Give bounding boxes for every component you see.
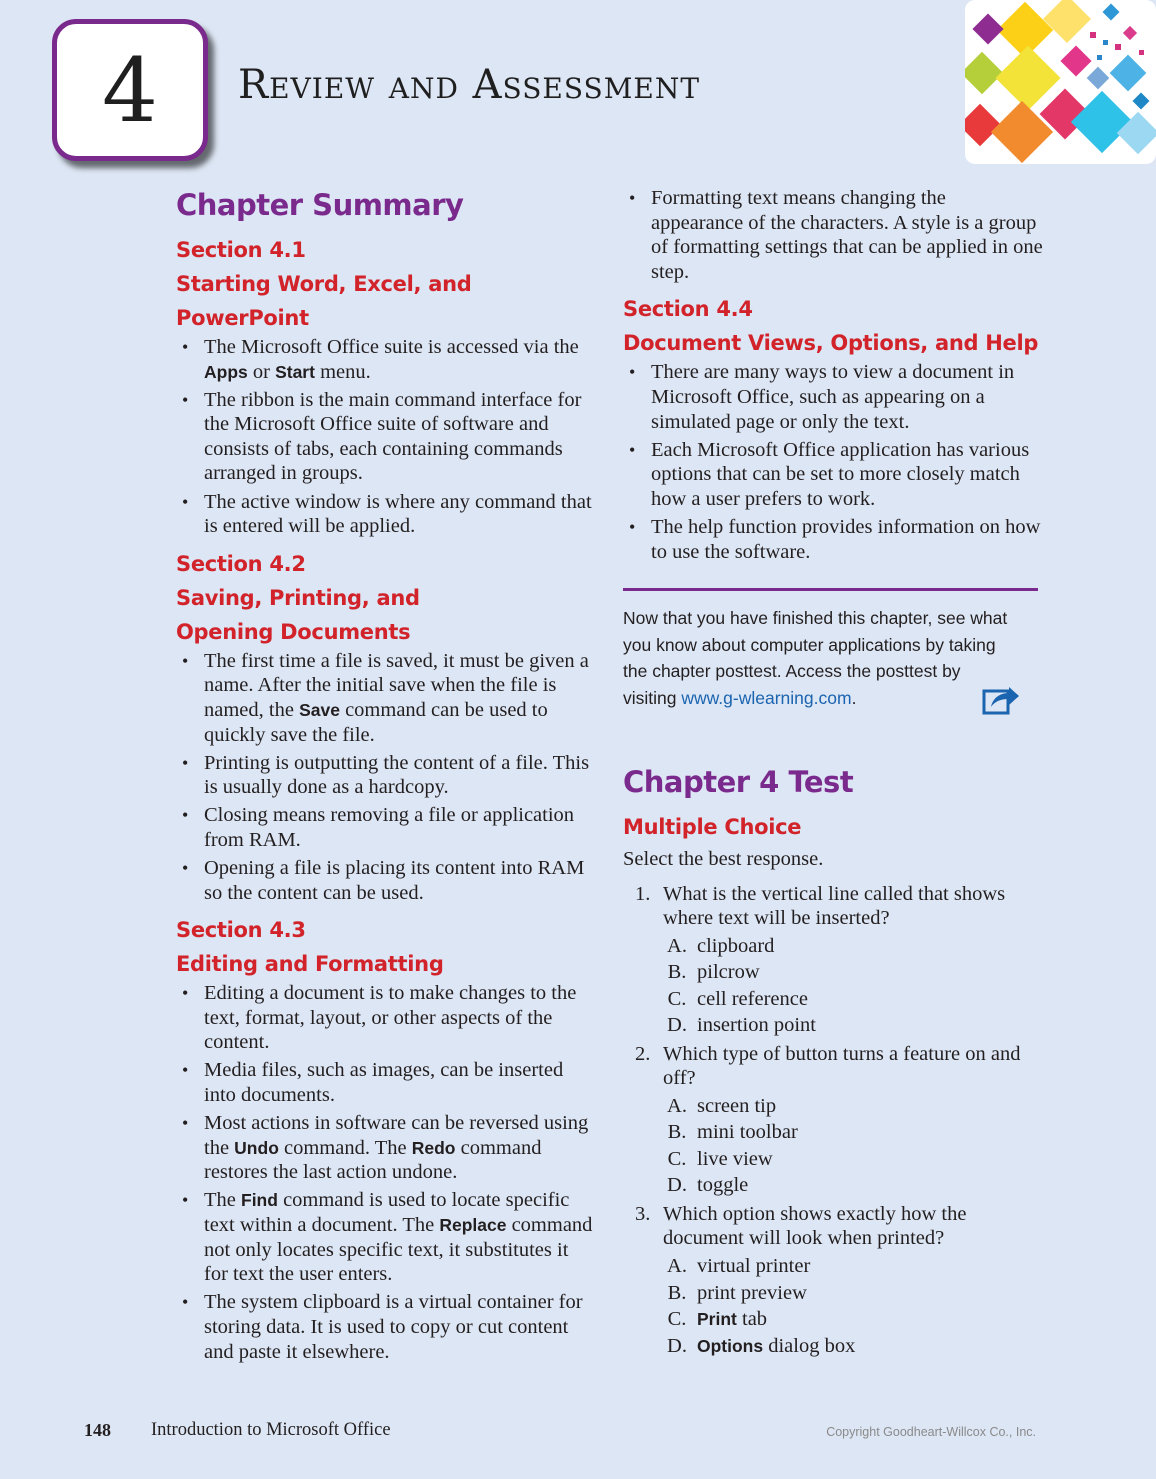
command-name: Apps — [204, 361, 248, 382]
question-text: What is the vertical line called that shows where text will be inserted? — [663, 882, 1006, 930]
text-run: There are many ways to view a document in Microsoft Office, such as appearing on a simulated page or only the text. — [651, 361, 1015, 433]
question-text: Which option shows exactly how the document will look when printed? — [663, 1202, 967, 1250]
question-item — [623, 882, 1043, 1039]
option-letter: B. — [667, 961, 687, 984]
question-item — [623, 1042, 1043, 1199]
question-text: Which type of button turns a feature on and off? — [663, 1042, 1021, 1090]
option-letter: A. — [667, 1094, 687, 1117]
list-item — [176, 856, 596, 905]
option-letter: A. — [667, 934, 687, 957]
answer-option[interactable] — [663, 933, 1043, 960]
chapter-number-box — [52, 19, 208, 161]
chapter-summary-heading: Chapter Summary — [176, 188, 464, 222]
text-run: screen tip — [697, 1094, 777, 1117]
list-item — [623, 438, 1043, 512]
answer-option[interactable] — [663, 1253, 1043, 1280]
bullet-dot-icon: • — [182, 805, 189, 826]
list-item — [623, 515, 1043, 564]
chapter-test-heading: Chapter 4 Test — [623, 764, 854, 799]
bullet-list — [623, 360, 1043, 564]
list-item — [176, 1058, 596, 1107]
text-run: tab — [736, 1308, 768, 1331]
bullet-dot-icon: • — [182, 983, 189, 1004]
text-run: The active window is where any command that is entered will be applied. — [204, 490, 592, 538]
option-letter: A. — [667, 1255, 687, 1278]
section-number: Section 4.1 — [176, 238, 306, 262]
posttest-link[interactable]: www.g-wlearning.com — [681, 687, 852, 708]
answer-option[interactable] — [663, 1172, 1043, 1199]
option-letter: C. — [667, 1147, 687, 1170]
text-run: command can be used to quickly save the file. — [204, 698, 548, 746]
text-run: Each Microsoft Office application has various options that can be set to more closely match how a user prefers to work. — [651, 438, 1030, 510]
text-run: insertion point — [697, 1014, 817, 1037]
list-item — [176, 1111, 596, 1185]
text-run: or — [247, 360, 276, 383]
share-arrow-icon[interactable] — [981, 683, 1021, 717]
page-title: Review and Assessment — [238, 62, 701, 108]
option-letter: B. — [667, 1121, 687, 1144]
bullet-dot-icon: • — [182, 858, 189, 878]
answer-options — [663, 933, 1043, 1039]
bullet-dot-icon: • — [629, 362, 636, 383]
bullet-dot-icon: • — [629, 516, 636, 537]
list-item — [176, 981, 596, 1055]
command-name: Save — [299, 699, 340, 720]
bullet-dot-icon: • — [182, 1113, 189, 1134]
section-divider — [623, 588, 1038, 591]
bullet-list — [623, 186, 1043, 284]
text-run: command is used to locate specific text within a document. The — [204, 1189, 570, 1237]
text-run: The Microsoft Office suite is accessed via the — [204, 336, 579, 358]
question-item — [623, 1202, 1043, 1359]
list-item — [623, 186, 1043, 284]
bullet-dot-icon: • — [629, 439, 636, 460]
text-run: virtual printer — [697, 1255, 811, 1278]
summary-sections-left — [176, 233, 596, 1364]
list-item — [623, 360, 1043, 434]
section-number: Section 4.3 — [176, 918, 306, 943]
bullet-dot-icon: • — [182, 1292, 189, 1313]
text-run: Editing a document is to make changes to the text, format, layout, or other aspects of the content. — [204, 982, 577, 1054]
text-run: command not only locates specific text, it substitutes it for text the user enters. — [204, 1214, 593, 1286]
bullet-dot-icon: • — [182, 650, 189, 671]
answer-option[interactable] — [663, 986, 1043, 1013]
list-item — [176, 649, 596, 747]
text-run: live view — [697, 1147, 773, 1170]
text-run: The ribbon is the main command interface for the Microsoft Office suite of software and consists of tabs, each containing commands arranged in groups. — [204, 388, 582, 485]
text-run: The first time a file is saved, it must be given a name. After the initial save when the file is named, the — [204, 649, 589, 721]
copyright: Copyright Goodheart-Willcox Co., Inc. — [826, 1425, 1036, 1439]
answer-options — [663, 1093, 1043, 1199]
bullet-dot-icon: • — [182, 1190, 189, 1211]
section-title: Saving, Printing, and Opening Documents — [176, 585, 420, 644]
answer-option[interactable] — [663, 1333, 1043, 1360]
option-letter: D. — [667, 1334, 687, 1357]
bullet-dot-icon: • — [182, 389, 189, 410]
list-item — [176, 1290, 596, 1364]
bullet-dot-icon: • — [182, 752, 189, 773]
question-number: 1. — [635, 882, 651, 905]
section-number: Section 4.4 — [623, 297, 753, 322]
text-run: Opening a file is placing its content into RAM so the content can be used. — [204, 857, 585, 904]
list-item — [176, 388, 596, 486]
answer-option[interactable] — [663, 1306, 1043, 1333]
chapter-number: 4 — [102, 38, 158, 142]
text-run: dialog box — [763, 1334, 856, 1357]
question-number: 3. — [635, 1202, 651, 1225]
command-name: Replace — [439, 1215, 507, 1236]
summary-sections-right — [623, 186, 1043, 564]
posttest-callout — [623, 605, 1008, 711]
answer-option[interactable] — [663, 1093, 1043, 1120]
list-item — [176, 751, 596, 800]
option-letter: B. — [667, 1281, 687, 1304]
answer-option[interactable] — [663, 1146, 1043, 1173]
text-run: Most actions in software can be reversed using the — [204, 1112, 589, 1159]
option-letter: C. — [667, 1308, 687, 1331]
posttest-text: Now that you have finished this chapter, see what you know about computer applications by taking the chapter posttest. Access the posttest by visiting — [623, 608, 1008, 708]
command-name: Redo — [411, 1137, 456, 1158]
bullet-dot-icon: • — [182, 1060, 189, 1081]
bullet-dot-icon: • — [182, 491, 189, 512]
answer-option[interactable] — [663, 1119, 1043, 1146]
text-run: Printing is outputting the content of a file. This is usually done as a hardcopy. — [204, 751, 590, 799]
option-letter: D. — [667, 1014, 687, 1037]
text-run: The — [204, 1189, 241, 1212]
answer-option[interactable] — [663, 1280, 1043, 1307]
text-run: The system clipboard is a virtual container for storing data. It is used to copy or cut content and paste it elsewhere. — [204, 1291, 583, 1363]
section-title: Starting Word, Excel, and PowerPoint — [176, 272, 472, 330]
bullet-dot-icon: • — [182, 337, 189, 357]
bullet-list — [176, 335, 596, 539]
command-name: Undo — [234, 1137, 279, 1158]
text-run: print preview — [697, 1281, 807, 1304]
command-name: Start — [275, 361, 315, 382]
list-item — [176, 803, 596, 852]
text-run: clipboard — [697, 934, 775, 957]
text-run: menu. — [314, 360, 371, 383]
section-title: Document Views, Options, and Help — [623, 331, 1039, 356]
command-name: Print — [697, 1309, 737, 1330]
section-title: Editing and Formatting — [176, 952, 444, 977]
text-run: Closing means removing a file or application from RAM. — [204, 804, 575, 851]
answer-option[interactable] — [663, 1012, 1043, 1039]
text-run: pilcrow — [697, 961, 760, 984]
bullet-list — [176, 981, 596, 1364]
text-run: Formatting text means changing the appearance of the characters. A style is a group of formatting settings that can be applied in one step. — [651, 187, 1043, 283]
list-item — [176, 335, 596, 384]
decorative-diamonds-graphic — [965, 0, 1156, 164]
list-item — [176, 1188, 596, 1286]
right-column — [623, 186, 1043, 1362]
bullet-list — [176, 649, 596, 905]
test-instruction: Select the best response. — [623, 847, 824, 870]
question-list — [623, 882, 1043, 1360]
summary-column — [176, 185, 596, 1372]
option-letter: C. — [667, 987, 687, 1010]
posttest-period: . — [851, 687, 857, 708]
answer-options — [663, 1253, 1043, 1359]
answer-option[interactable] — [663, 959, 1043, 986]
section-number: Section 4.2 — [176, 551, 306, 576]
text-run: command restores the last action undone. — [204, 1136, 542, 1184]
text-run: mini toolbar — [697, 1121, 798, 1144]
option-letter: D. — [667, 1174, 687, 1197]
list-item — [176, 490, 596, 539]
question-number: 2. — [635, 1042, 651, 1065]
command-name: Find — [241, 1190, 278, 1211]
page-number: 148 — [84, 1420, 111, 1440]
text-run: cell reference — [697, 987, 808, 1010]
text-run: toggle — [697, 1174, 749, 1197]
command-name: Options — [697, 1335, 764, 1356]
book-title: Introduction to Microsoft Office — [151, 1420, 391, 1440]
text-run: The help function provides information on how to use the software. — [651, 515, 1041, 563]
multiple-choice-heading: Multiple Choice — [623, 814, 802, 839]
text-run: Media files, such as images, can be inserted into documents. — [204, 1059, 564, 1107]
bullet-dot-icon: • — [629, 188, 636, 208]
text-run: command. The — [278, 1136, 412, 1159]
